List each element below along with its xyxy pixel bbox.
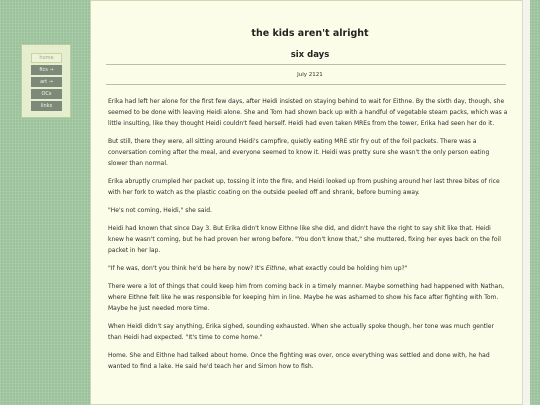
chapter-title: six days bbox=[290, 50, 330, 60]
nav-item-links[interactable]: links bbox=[31, 101, 62, 111]
paragraph: Home. She and Eithne had talked about home. Once the fighting was over, once everything was settled and done with, he had wanted to find a lake. He said he'd teach her and Simon how to fish. bbox=[108, 352, 490, 370]
nav-item-art[interactable]: art → bbox=[31, 77, 62, 87]
paragraph: Heidi had known that since Day 3. But Erika didn't know Eithne like she did, and didn't have the right to say shit like that. Heidi knew he wasn't coming, but he had proven her wrong before. "You don't know that," she muttered, fixing her eyes back on the foil packet in her lap. bbox=[108, 225, 501, 254]
divider-top bbox=[106, 64, 506, 65]
nav-item-ocs[interactable]: OCs bbox=[31, 89, 62, 99]
paragraph: Erika abruptly crumpled her packet up, tossing it into the fire, and Heidi looked up from pushing around her last three bites of rice with her fork to watch as the plastic coating on the outside peeled off and shrank, before burning away. bbox=[108, 178, 500, 196]
paragraph-text: , what exactly could be holding him up?" bbox=[284, 265, 408, 272]
divider-bottom bbox=[106, 84, 506, 85]
paragraph: There were a lot of things that could keep him from coming back in a timely manner. Maybe something had happened with Nathan, where Eithne felt like he was responsible for keeping him in line. Maybe he was ashamed to show his face after fighting with Tom. Maybe he just needed more time. bbox=[108, 283, 505, 312]
scrollbar[interactable] bbox=[522, 0, 530, 405]
paragraph-text: "If he was, don't you think he'd be here by now? It's bbox=[108, 265, 266, 272]
paragraph: Erika had left her alone for the first few days, after Heidi insisted on staying behind to wait for Eithne. By the sixth day, though, she seemed to be done with leaving Heidi alone. She and Tom had shown back up with a handful of vegetable steam packs, which was a little insulting, like they thought Heidi couldn't feed herself. Heidi had even taken MREs from the tower, Erika had seen her do it. bbox=[108, 98, 508, 127]
nav-item-fics[interactable]: fics → bbox=[31, 65, 62, 75]
paragraph: When Heidi didn't say anything, Erika sighed, sounding exhausted. When she actually spoke though, her tone was much gentler than Heidi had expected. "It's time to come home." bbox=[108, 323, 494, 341]
paragraph: But still, there they were, all sitting around Heidi's campfire, quietly eating MRE stir fry out of the foil packets. There was a conversation coming after the meal, and everyone seemed to know it. Heidi was pretty sure she wasn't the only person eating slower than normal. bbox=[108, 138, 490, 167]
story-body bbox=[108, 96, 508, 379]
paragraph: "He's not coming, Heidi," she said. bbox=[108, 207, 212, 214]
nav-menu bbox=[21, 44, 71, 118]
story-panel bbox=[90, 0, 530, 405]
emphasized-name: Eithne bbox=[265, 265, 285, 272]
story-title: the kids aren't alright bbox=[251, 28, 369, 39]
nav-item-home[interactable]: home bbox=[31, 53, 62, 63]
paragraph bbox=[108, 263, 508, 274]
story-date: July 2121 bbox=[297, 72, 323, 78]
